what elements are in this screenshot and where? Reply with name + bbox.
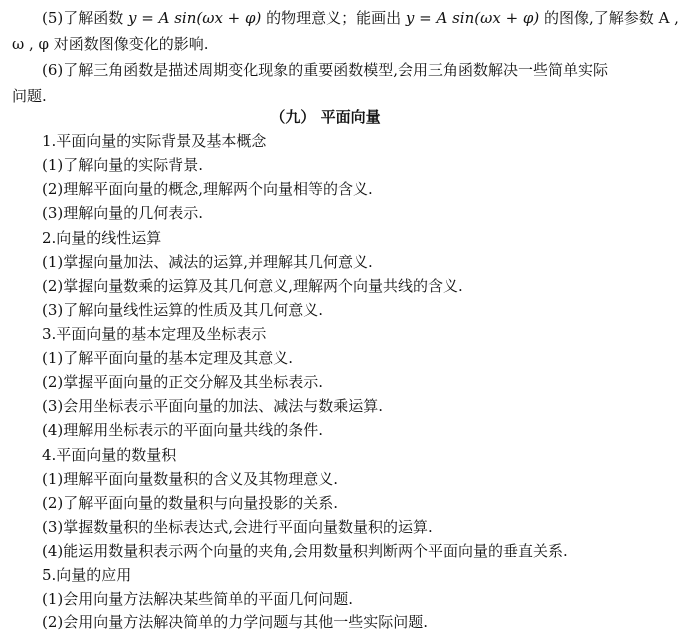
- item-1-title: 1.平面向量的实际背景及基本概念: [42, 132, 267, 150]
- paragraph-5-line-2: ω , φ 对函数图像变化的影响.: [12, 35, 209, 53]
- paragraph-5-middle: 的物理意义；能画出: [261, 9, 406, 27]
- item-3-title: 3.平面向量的基本定理及坐标表示: [42, 325, 267, 343]
- item-1-3: (3)理解向量的几何表示.: [42, 204, 204, 222]
- paragraph-5-line-1: [0, 6, 693, 30]
- paragraph-6-line-1: (6)了解三角函数是描述周期变化现象的重要函数模型,会用三角函数解决一些简单实际: [42, 61, 609, 79]
- item-4-3: (3)掌握数量积的坐标表达式,会进行平面向量数量积的运算.: [42, 518, 433, 536]
- item-2-title: 2.向量的线性运算: [42, 229, 162, 247]
- item-4-title: 4.平面向量的数量积: [42, 446, 177, 464]
- item-4-4: (4)能运用数量积表示两个向量的夹角,会用数量积判断两个平面向量的垂直关系.: [42, 542, 568, 560]
- item-5-2: (2)会用向量方法解决简单的力学问题与其他一些实际问题.: [42, 613, 429, 631]
- paragraph-5-formula-2: y = A sin(ωx + φ): [405, 9, 540, 27]
- item-3-1: (1)了解平面向量的基本定理及其意义.: [42, 349, 294, 367]
- section-heading: （九） 平面向量: [270, 108, 381, 126]
- item-3-3: (3)会用坐标表示平面向量的加法、减法与数乘运算.: [42, 397, 384, 415]
- paragraph-5-formula: y = A sin(ωx + φ): [128, 9, 262, 27]
- item-3-4: (4)理解用坐标表示的平面向量共线的条件.: [42, 421, 324, 439]
- paragraph-5-suffix: 的图像,了解参数 A ,: [539, 9, 679, 27]
- item-4-2: (2)了解平面向量的数量积与向量投影的关系.: [42, 494, 339, 512]
- item-2-3: (3)了解向量线性运算的性质及其几何意义.: [42, 301, 324, 319]
- item-5-title: 5.向量的应用: [42, 566, 132, 584]
- paragraph-5-prefix: (5)了解函数: [42, 9, 129, 27]
- item-1-2: (2)理解平面向量的概念,理解两个向量相等的含义.: [42, 180, 373, 198]
- item-2-2: (2)掌握向量数乘的运算及其几何意义,理解两个向量共线的含义.: [42, 277, 463, 295]
- item-3-2: (2)掌握平面向量的正交分解及其坐标表示.: [42, 373, 324, 391]
- item-1-1: (1)了解向量的实际背景.: [42, 156, 204, 174]
- paragraph-6-line-2: 问题.: [12, 87, 47, 105]
- item-2-1: (1)掌握向量加法、减法的运算,并理解其几何意义.: [42, 253, 373, 271]
- item-5-1: (1)会用向量方法解决某些简单的平面几何问题.: [42, 590, 354, 608]
- item-4-1: (1)理解平面向量数量积的含义及其物理意义.: [42, 470, 339, 488]
